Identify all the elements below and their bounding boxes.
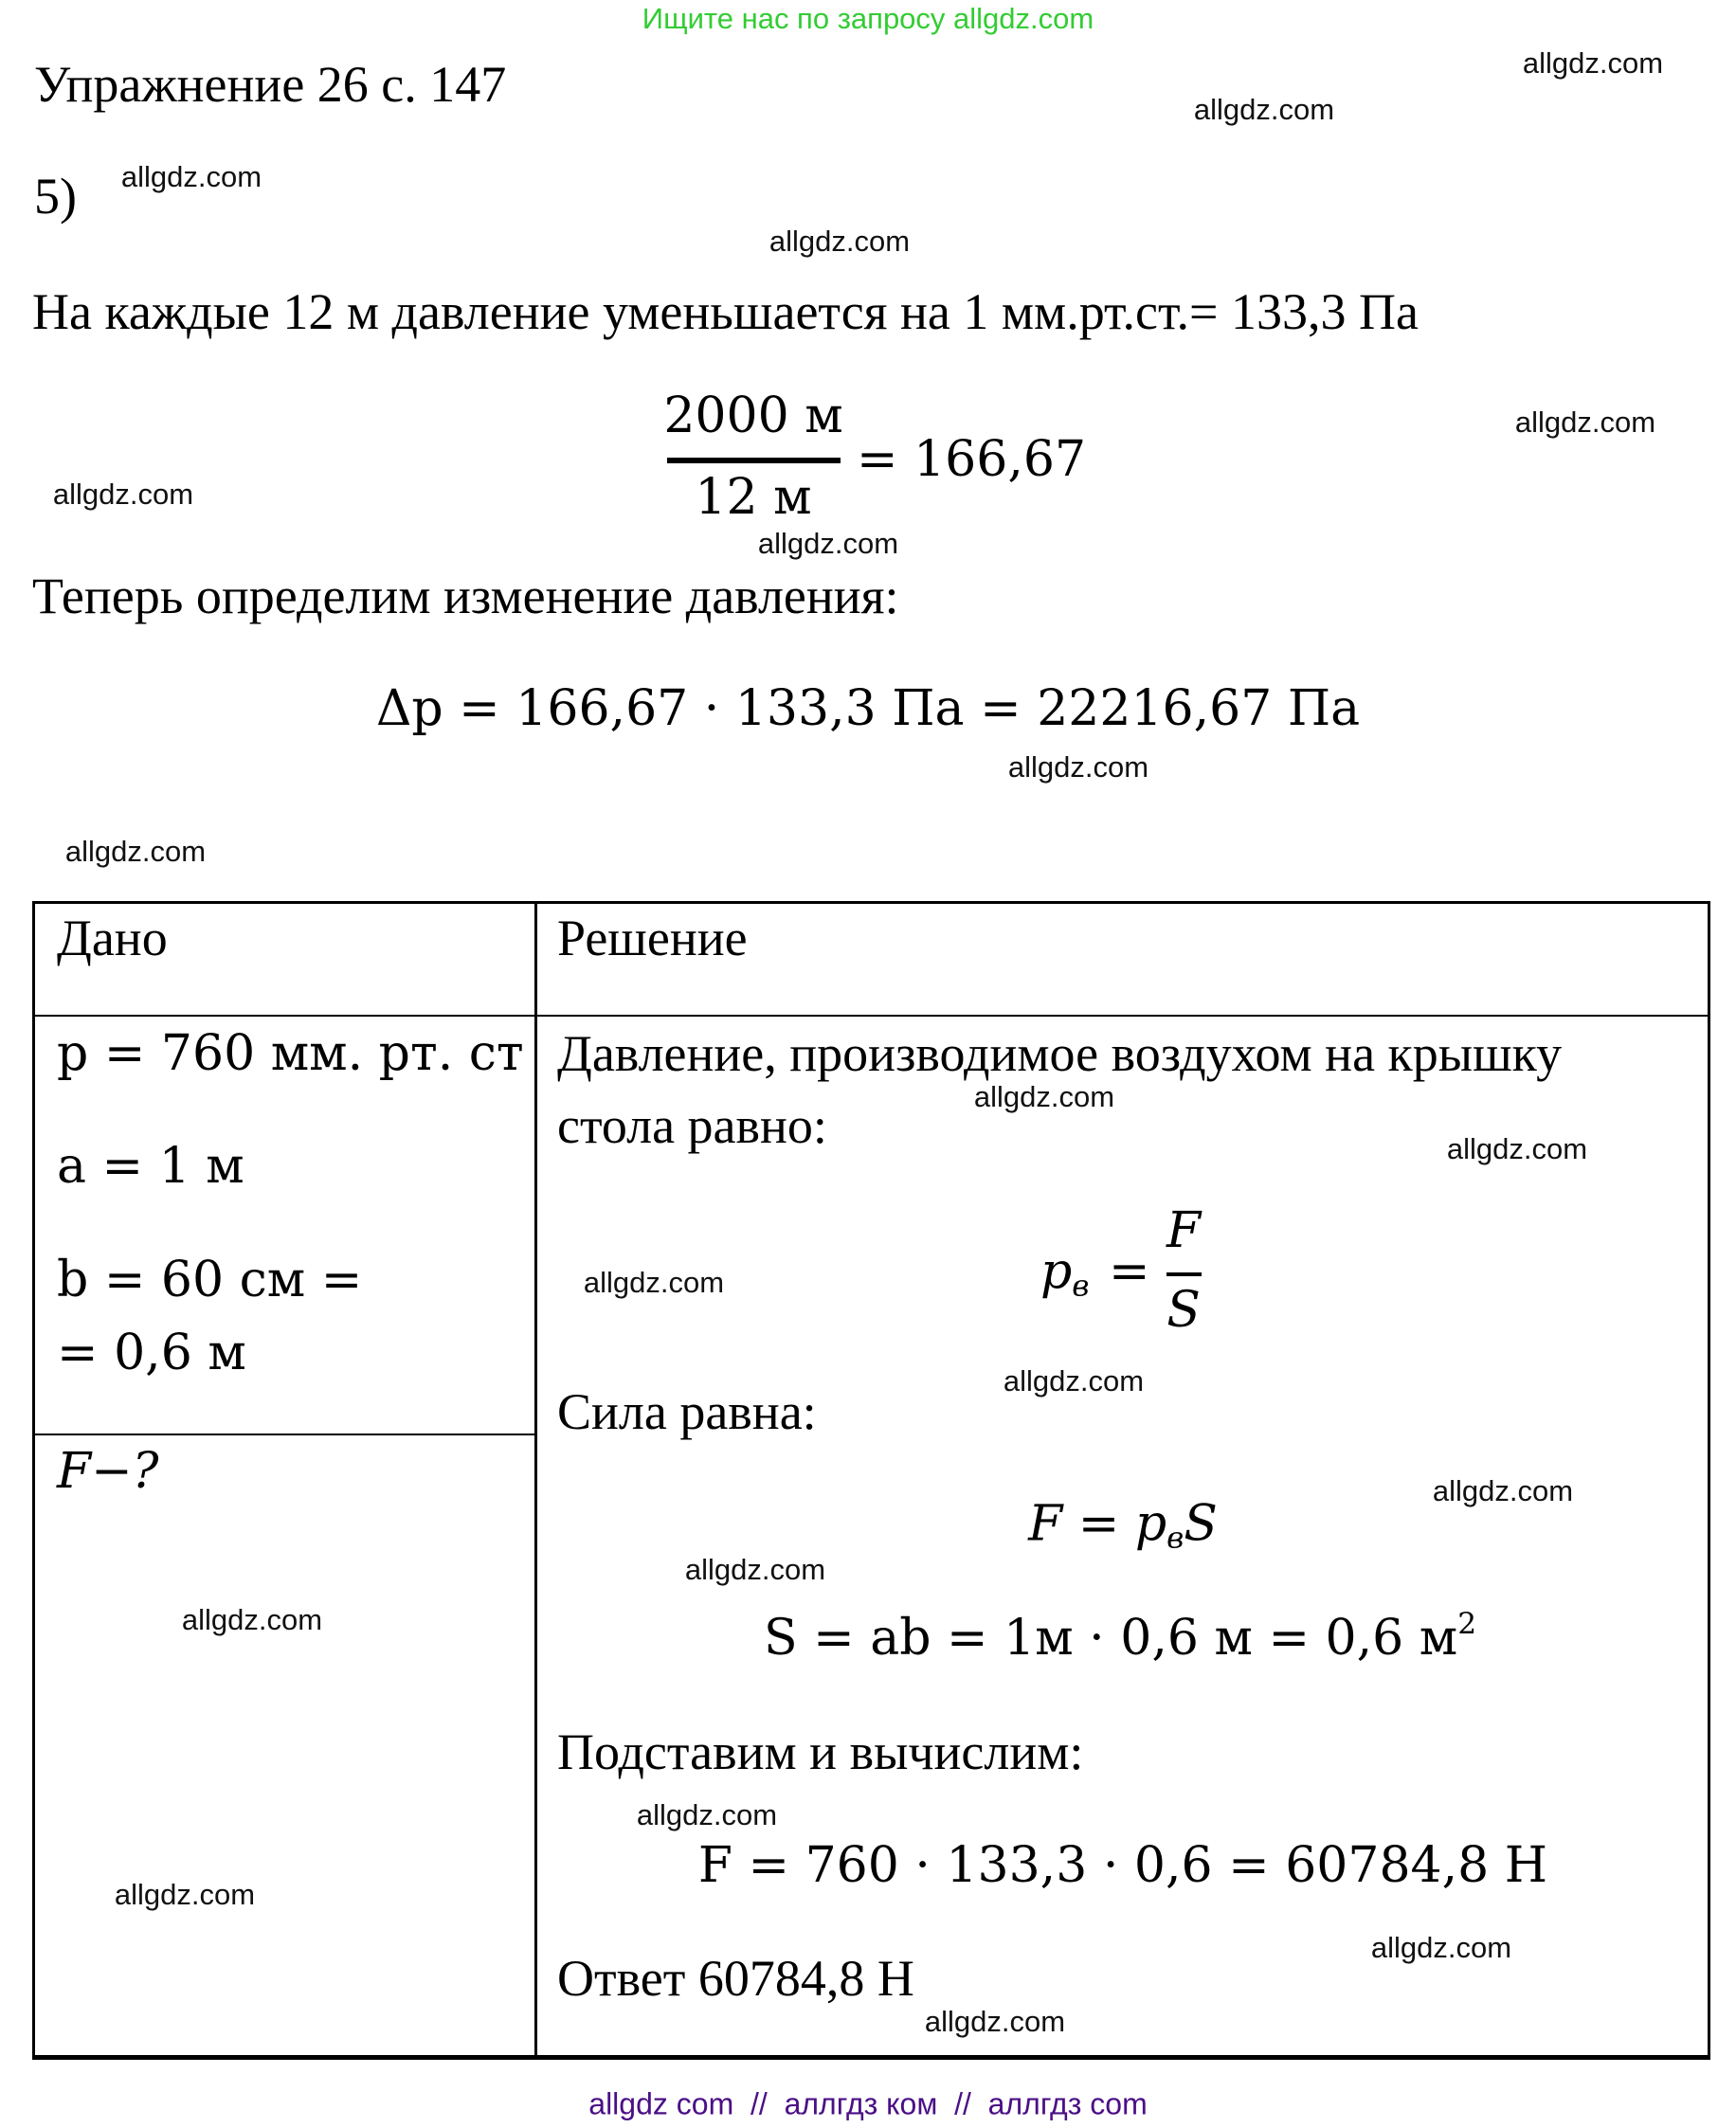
watermark: allgdz.com (636, 1798, 778, 1831)
watermark: allgdz.com (1514, 406, 1656, 439)
watermark: allgdz.com (973, 1080, 1115, 1113)
table-border-bottom (32, 2055, 1710, 2060)
answer: Ответ 60784,8 Н (557, 1950, 914, 2007)
force-formula-area: S (1184, 1495, 1218, 1553)
table-border-top (32, 901, 1710, 904)
area-formula-text: S = ab = 1м · 0,6 м = 0,6 м (763, 1610, 1458, 1667)
watermark: allgdz.com (1432, 1474, 1574, 1507)
pressure-symbol: p (1040, 1243, 1073, 1301)
force-formula-lhs: F = p (1028, 1495, 1167, 1553)
watermark: allgdz.com (1007, 750, 1149, 784)
given-find-divider (32, 1434, 536, 1435)
watermark: allgdz.com (769, 225, 911, 258)
given-pressure: p = 760 мм. рт. ст (57, 1025, 524, 1082)
watermark: allgdz.com (924, 2005, 1066, 2038)
watermark: allgdz.com (1522, 46, 1664, 80)
intro-line: На каждые 12 м давление уменьшается на 1 мм.рт.ст.= 133,3 Па (32, 283, 1419, 340)
table-column-divider (534, 901, 537, 2060)
table-border-left (32, 901, 35, 2060)
watermark: allgdz.com (64, 835, 207, 868)
watermark: allgdz.com (1370, 1931, 1512, 1964)
exercise-title: Упражнение 26 с. 147 (34, 56, 507, 113)
force-heading: Сила равна: (557, 1383, 817, 1440)
fraction-result: = 166,67 (857, 431, 1087, 488)
fraction-bar (667, 458, 841, 463)
find-force: F−? (57, 1443, 159, 1500)
pressure-subscript: в (1072, 1269, 1090, 1304)
watermark: allgdz.com (181, 1603, 323, 1636)
pressure-numerator: F (1166, 1202, 1202, 1259)
watermark: allgdz.com (583, 1266, 725, 1299)
watermark: allgdz.com (114, 1878, 256, 1911)
watermark: allgdz.com (757, 527, 899, 560)
given-b-converted: = 0,6 м (57, 1325, 246, 1381)
given-header: Дано (57, 910, 168, 966)
area-exponent: 2 (1457, 1607, 1477, 1642)
pressure-equals: = (1109, 1243, 1150, 1300)
item-number: 5) (34, 168, 77, 225)
fraction-denominator: 12 м (695, 469, 812, 526)
top-banner[interactable]: Ищите нас по запросу allgdz.com (642, 2, 1094, 35)
fraction-numerator: 2000 м (663, 388, 843, 444)
watermark: allgdz.com (1446, 1132, 1588, 1165)
force-formula-subscript: в (1166, 1521, 1184, 1556)
watermark: allgdz.com (1003, 1364, 1145, 1398)
change-line: Теперь определим изменение давления: (32, 568, 899, 624)
solution-line-1: Давление, производимое воздухом на крышку (557, 1025, 1563, 1082)
pressure-denominator: S (1166, 1282, 1201, 1339)
compute-heading: Подставим и вычислим: (557, 1723, 1084, 1780)
watermark: allgdz.com (684, 1553, 826, 1586)
solution-line-2: стола равно: (557, 1097, 827, 1154)
watermark: allgdz.com (1193, 93, 1335, 126)
area-formula (763, 1607, 1477, 1667)
given-a: a = 1 м (57, 1138, 244, 1195)
given-b: b = 60 см = (57, 1252, 363, 1308)
bottom-banner[interactable]: allgdz com // аллгдз ком // аллгдз com (588, 2086, 1148, 2121)
watermark: allgdz.com (52, 478, 194, 511)
compute-formula: F = 760 · 133,3 · 0,6 = 60784,8 Н (697, 1837, 1548, 1894)
pressure-fraction-bar (1166, 1272, 1202, 1276)
table-border-right (1708, 901, 1710, 2060)
force-formula (1028, 1496, 1218, 1556)
solution-header: Решение (557, 910, 748, 966)
table-header-divider (32, 1015, 1710, 1017)
pressure-formula-lhs (1040, 1244, 1089, 1304)
watermark: allgdz.com (120, 160, 262, 193)
delta-formula: Δp = 166,67 · 133,3 Па = 22216,67 Па (375, 680, 1361, 737)
